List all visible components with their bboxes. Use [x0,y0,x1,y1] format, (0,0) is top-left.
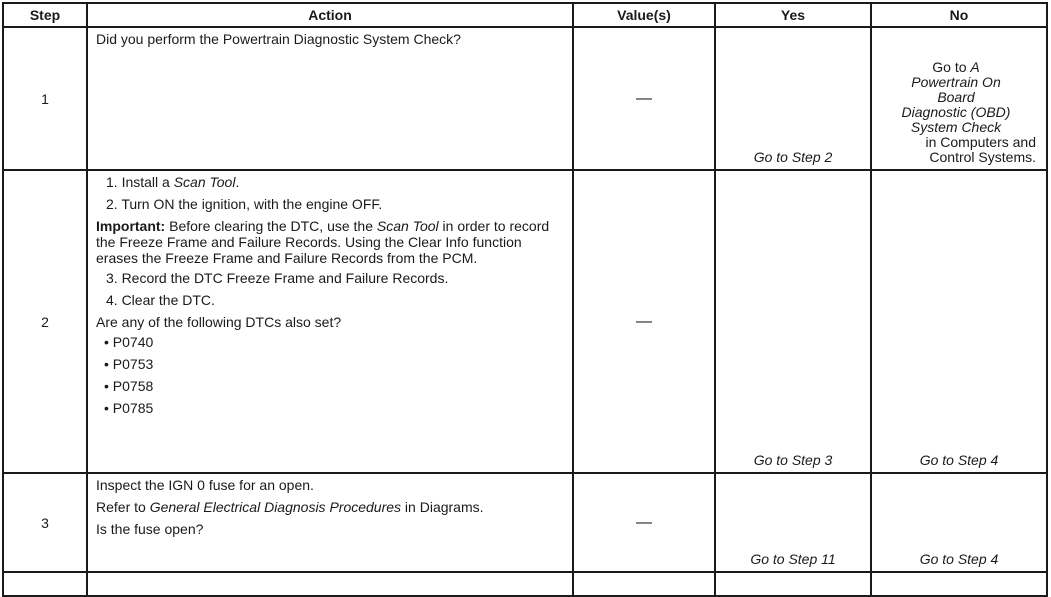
ref-text-b: in Diagrams. [401,499,484,515]
important-label: Important: [96,218,166,234]
table-row [3,170,1047,473]
header-no: No [871,3,1047,27]
action-cell [87,572,573,596]
important-emphasis: Scan Tool [376,218,439,234]
numbered-item: 3. Record the DTC Freeze Frame and Failure Records. [106,270,449,286]
important-text-b: in order to record the Freeze Frame and Failure Records. Using the Clear Info function erases the Freeze Frame and Failure Records from the PCM. [96,218,550,266]
header-yes: Yes [715,3,871,27]
no-cell: Go to Step 4 [871,170,1047,473]
no-reference [876,60,1042,165]
item-suffix: . [235,174,240,190]
no-link-line2: Board [937,89,975,105]
step-number: 1 [3,27,87,170]
dtc-bullet: • P0785 [104,400,154,416]
numbered-item [96,174,564,190]
ref-text-a: Refer to [96,499,150,515]
no-cell [871,27,1047,170]
step-number: 3 [3,473,87,572]
action-text: Inspect the IGN 0 fuse for an open. [96,477,314,493]
item-text: 1. Install a [106,174,174,190]
yes-cell: Go to Step 2 [715,27,871,170]
action-reference [96,499,564,515]
value-cell [573,572,715,596]
question-text: Are any of the following DTCs also set? [96,314,342,330]
value-cell: — [573,473,715,572]
important-note [96,218,564,266]
action-text: Did you perform the Powertrain Diagnostic System Check? [96,31,461,47]
value-cell: — [573,170,715,473]
yes-cell [715,572,871,596]
action-cell [87,170,573,473]
ref-emphasis: General Electrical Diagnosis Procedures [149,499,402,515]
no-link-line3: Diagnostic (OBD) [901,104,1011,120]
numbered-item: 4. Clear the DTC. [106,292,215,308]
no-tail2: Control Systems. [929,149,1036,165]
dtc-bullet: • P0740 [104,334,154,350]
table-row [3,572,1047,596]
header-action: Action [87,3,573,27]
dtc-bullet: • P0753 [104,356,154,372]
header-values: Value(s) [573,3,715,27]
step-number: 2 [3,170,87,473]
table-row [3,473,1047,572]
action-cell [87,473,573,572]
dtc-bullet: • P0758 [104,378,154,394]
question-text: Is the fuse open? [96,521,204,537]
no-tail1: Computers and [936,134,1036,150]
header-row [3,3,1047,27]
important-text-a: Before clearing the DTC, use the [165,218,377,234]
item-emphasis: Scan Tool [173,174,236,190]
no-cell: Go to Step 4 [871,473,1047,572]
yes-cell: Go to Step 11 [715,473,871,572]
no-link-a: A [970,59,980,75]
table-row [3,27,1047,170]
header-step: Step [3,3,87,27]
no-link-line4: System Check [910,119,1002,135]
step-number [3,572,87,596]
yes-cell: Go to Step 3 [715,170,871,473]
no-cell [871,572,1047,596]
no-go-to: Go to [932,59,967,75]
no-link-line1: Powertrain On [911,74,1001,90]
diagnostic-table [2,2,1048,597]
numbered-item: 2. Turn ON the ignition, with the engine OFF. [106,196,383,212]
no-in-word: in [925,134,937,150]
action-cell [87,27,573,170]
value-cell: — [573,27,715,170]
